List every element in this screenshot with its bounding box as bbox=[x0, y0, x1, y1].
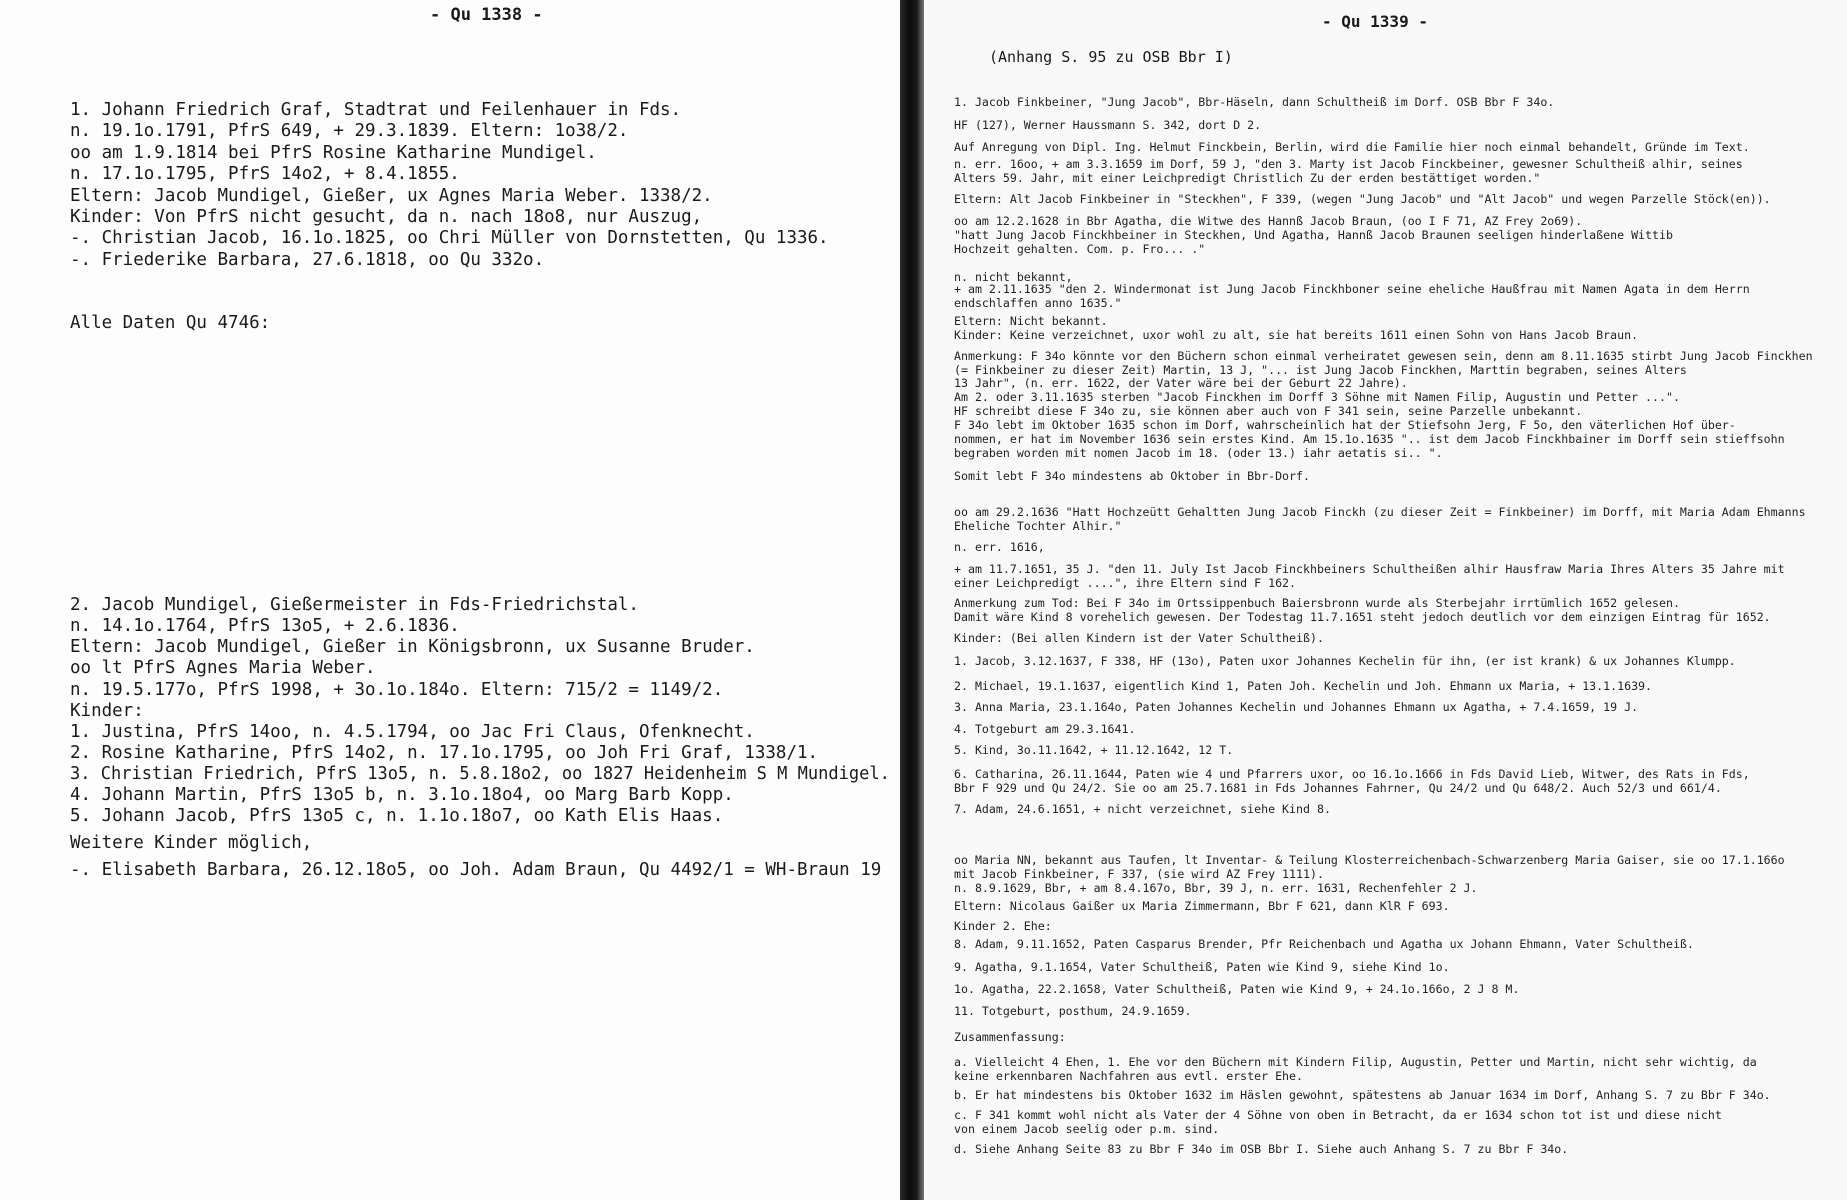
left-text-line: n. 19.5.177o, PfrS 1998, + 3o.1o.184o. Eltern: 715/2 = 1149/2. bbox=[70, 680, 724, 700]
right-page bbox=[924, 0, 1847, 1200]
right-text-line: Somit lebt F 34o mindestens ab Oktober in Bbr-Dorf. bbox=[954, 469, 1310, 483]
right-text-line: + am 11.7.1651, 35 J. "den 11. July Ist Jacob Finckhbeiners Schultheißen alhir Hausfraw Maria Ihres Alters 35 Jahre mit bbox=[954, 562, 1785, 576]
left-text-line: -. Friederike Barbara, 27.6.1818, oo Qu 332o. bbox=[70, 250, 545, 270]
right-text-line: HF schreibt diese F 34o zu, sie können aber auch von F 341 sein, seine Parzelle unbekannt. bbox=[954, 404, 1583, 418]
right-text-line: 2. Michael, 19.1.1637, eigentlich Kind 1, Paten Joh. Kechelin und Joh. Ehmann ux Maria, + 13.1.1639. bbox=[954, 679, 1653, 693]
left-text-line: 2. Rosine Katharine, PfrS 14o2, n. 17.1o.1795, oo Joh Fri Graf, 1338/1. bbox=[70, 743, 819, 763]
right-page-subheader: (Anhang S. 95 zu OSB Bbr I) bbox=[989, 48, 1233, 66]
left-text-line: Weitere Kinder möglich, bbox=[70, 833, 313, 853]
left-text-line: Eltern: Jacob Mundigel, Gießer in Königsbronn, ux Susanne Bruder. bbox=[70, 637, 755, 657]
right-text-line: n. err. 1616, bbox=[954, 540, 1045, 554]
right-text-line: 1o. Agatha, 22.2.1658, Vater Schultheiß, Paten wie Kind 9, + 24.1o.166o, 2 J 8 M. bbox=[954, 982, 1520, 996]
right-text-line: b. Er hat mindestens bis Oktober 1632 im Häslen gewohnt, spätestens ab Januar 1634 im Dorf, Anhang S. 7 zu Bbr F 34o. bbox=[954, 1088, 1771, 1102]
right-text-line: oo Maria NN, bekannt aus Taufen, lt Inventar- & Teilung Klosterreichenbach-Schwarzenberg Maria Gaiser, sie oo 17.1.166o bbox=[954, 853, 1785, 867]
left-text-line: 4. Johann Martin, PfrS 13o5 b, n. 3.1o.18o4, oo Marg Barb Kopp. bbox=[70, 785, 734, 805]
right-text-line: Eheliche Tochter Alhir." bbox=[954, 519, 1122, 533]
left-text-line: Eltern: Jacob Mundigel, Gießer, ux Agnes Maria Weber. 1338/2. bbox=[70, 186, 713, 206]
right-text-line: oo am 29.2.1636 "Hatt Hochzeütt Gehaltten Jung Jacob Finckh (zu dieser Zeit = Finkbeiner) im Dorff, mit Maria Adam Ehmanns bbox=[954, 505, 1806, 519]
right-text-line: 1. Jacob, 3.12.1637, F 338, HF (13o), Paten uxor Johannes Kechelin für ihn, (er ist krank) & ux Johannes Klumpp. bbox=[954, 654, 1736, 668]
right-text-line: oo am 12.2.1628 in Bbr Agatha, die Witwe des Hannß Jacob Braun, (oo I F 71, AZ Frey 2o69). bbox=[954, 214, 1583, 228]
left-text-line: 2. Jacob Mundigel, Gießermeister in Fds-Friedrichstal. bbox=[70, 595, 639, 615]
right-text-line: einer Leichpredigt ....", ihre Eltern sind F 162. bbox=[954, 576, 1297, 590]
right-text-line: von einem Jacob seelig oder p.m. sind. bbox=[954, 1122, 1220, 1136]
left-text-line: n. 19.1o.1791, PfrS 649, + 29.3.1839. Eltern: 1o38/2. bbox=[70, 121, 629, 141]
left-text-line: -. Christian Jacob, 16.1o.1825, oo Chri Müller von Dornstetten, Qu 1336. bbox=[70, 228, 829, 248]
right-text-line: Eltern: Nicht bekannt. bbox=[954, 314, 1108, 328]
right-text-line: c. F 341 kommt wohl nicht als Vater der 4 Söhne von oben in Betracht, da er 1634 schon tot ist und diese nicht bbox=[954, 1108, 1722, 1122]
left-text-line: 1. Justina, PfrS 14oo, n. 4.5.1794, oo Jac Fri Claus, Ofenknecht. bbox=[70, 722, 755, 742]
right-text-line: Auf Anregung von Dipl. Ing. Helmut Finckbein, Berlin, wird die Familie hier noch einmal behandelt, Gründe im Text. bbox=[954, 140, 1750, 154]
left-page bbox=[0, 0, 900, 1200]
right-text-line: 13 Jahr", (n. err. 1622, der Vater wäre bei der Geburt 22 Jahre). bbox=[954, 376, 1408, 390]
right-text-line: "hatt Jung Jacob Finckhbeiner in Steckhen, Und Agatha, Hannß Jacob Braunen seeligen hinderlaßene Wittib bbox=[954, 228, 1673, 242]
left-text-line: Kinder: Von PfrS nicht gesucht, da n. nach 18o8, nur Auszug, bbox=[70, 207, 703, 227]
left-text-line: -. Elisabeth Barbara, 26.12.18o5, oo Joh. Adam Braun, Qu 4492/1 = WH-Braun 19 bbox=[70, 860, 882, 880]
right-text-line: F 34o lebt im Oktober 1635 schon im Dorf, wahrscheinlich hat der Stiefsohn Jerg, F 5o, den väterlichen Hof über- bbox=[954, 418, 1736, 432]
right-text-line: Alters 59. Jahr, mit einer Leichpredigt Christlich Zu der erden bestättiget worden." bbox=[954, 171, 1541, 185]
right-text-line: 6. Catharina, 26.11.1644, Paten wie 4 und Pfarrers uxor, oo 16.1o.1666 in Fds David Lieb, Witwer, des Rats in Fds, bbox=[954, 767, 1750, 781]
left-text-line: oo am 1.9.1814 bei PfrS Rosine Katharine Mundigel. bbox=[70, 143, 597, 163]
right-page-header: - Qu 1339 - bbox=[1322, 12, 1428, 31]
right-text-line: n. err. 16oo, + am 3.3.1659 im Dorf, 59 J, "den 3. Marty ist Jacob Finckbeiner, gewesner Schultheiß alhir, seines bbox=[954, 157, 1743, 171]
left-page-header: - Qu 1338 - bbox=[430, 5, 543, 25]
right-text-line: HF (127), Werner Haussmann S. 342, dort D 2. bbox=[954, 118, 1262, 132]
right-text-line: Anmerkung: F 34o könnte vor den Büchern schon einmal verheiratet gewesen sein, denn am 8.11.1635 stirbt Jung Jacob Finckhen bbox=[954, 349, 1813, 363]
right-text-line: keine erkennbaren Nachfahren aus evtl. erster Ehe. bbox=[954, 1069, 1304, 1083]
right-text-line: 3. Anna Maria, 23.1.164o, Paten Johannes Kechelin und Johannes Ehmann ux Agatha, + 7.4.1659, 19 J. bbox=[954, 700, 1639, 714]
right-text-line: Eltern: Alt Jacob Finkbeiner in "Steckhen", F 339, (wegen "Jung Jacob" und "Alt Jacob" und wegen Parzelle Stöck(en)). bbox=[954, 192, 1771, 206]
left-text-line: n. 14.1o.1764, PfrS 13o5, + 2.6.1836. bbox=[70, 616, 460, 636]
right-text-line: Kinder: Keine verzeichnet, uxor wohl zu alt, sie hat bereits 1611 einen Sohn von Hans Jacob Braun. bbox=[954, 328, 1639, 342]
right-text-line: endschlaffen anno 1635." bbox=[954, 296, 1122, 310]
right-text-line: n. nicht bekannt, bbox=[954, 270, 1073, 284]
right-text-line: begraben worden mit nomen Jacob im 18. (oder 13.) iahr aetatis si.. ". bbox=[954, 446, 1443, 460]
right-text-line: Kinder: (Bei allen Kindern ist der Vater Schultheiß). bbox=[954, 631, 1324, 645]
right-text-line: 5. Kind, 3o.11.1642, + 11.12.1642, 12 T. bbox=[954, 743, 1234, 757]
right-text-line: 9. Agatha, 9.1.1654, Vater Schultheiß, Paten wie Kind 9, siehe Kind 1o. bbox=[954, 960, 1450, 974]
book-spine bbox=[900, 0, 924, 1200]
left-text-line: 1. Johann Friedrich Graf, Stadtrat und Feilenhauer in Fds. bbox=[70, 100, 682, 120]
left-text-line: Alle Daten Qu 4746: bbox=[70, 313, 271, 333]
right-text-line: a. Vielleicht 4 Ehen, 1. Ehe vor den Büchern mit Kindern Filip, Augustin, Petter und Martin, nicht sehr wichtig, da bbox=[954, 1055, 1757, 1069]
right-text-line: (= Finkbeiner zu dieser Zeit) Martin, 13 J, "... ist Jung Jacob Finckhen, Marttin begraben, seines Alters bbox=[954, 363, 1687, 377]
right-text-line: 11. Totgeburt, posthum, 24.9.1659. bbox=[954, 1004, 1192, 1018]
right-text-line: Kinder 2. Ehe: bbox=[954, 919, 1052, 933]
right-text-line: n. 8.9.1629, Bbr, + am 8.4.167o, Bbr, 39 J, n. err. 1631, Rechenfehler 2 J. bbox=[954, 881, 1478, 895]
left-text-line: Kinder: bbox=[70, 701, 144, 721]
right-text-line: + am 2.11.1635 "den 2. Windermonat ist Jung Jacob Finckhboner seine eheliche Haußfrau mit Namen Agata in dem Herrn bbox=[954, 282, 1750, 296]
right-text-line: 8. Adam, 9.11.1652, Paten Casparus Brender, Pfr Reichenbach und Agatha ux Johann Ehmann, Vater Schultheiß. bbox=[954, 937, 1694, 951]
left-text-line: 5. Johann Jacob, PfrS 13o5 c, n. 1.1o.18o7, oo Kath Elis Haas. bbox=[70, 806, 724, 826]
right-text-line: Bbr F 929 und Qu 24/2. Sie oo am 25.7.1681 in Fds Johannes Fahrner, Qu 24/2 und Qu 648/2. Auch 52/3 und 661/4. bbox=[954, 781, 1722, 795]
right-text-line: Eltern: Nicolaus Gaißer ux Maria Zimmermann, Bbr F 621, dann KlR F 693. bbox=[954, 899, 1450, 913]
left-text-line: n. 17.1o.1795, PfrS 14o2, + 8.4.1855. bbox=[70, 164, 460, 184]
right-text-line: nommen, er hat im November 1636 sein erstes Kind. Am 15.1o.1635 ".. ist dem Jacob Finckhbainer im Dorff sein stieffsohn bbox=[954, 432, 1785, 446]
right-text-line: 4. Totgeburt am 29.3.1641. bbox=[954, 722, 1136, 736]
right-text-line: Hochzeit gehalten. Com. p. Fro... ." bbox=[954, 242, 1206, 256]
right-text-line: d. Siehe Anhang Seite 83 zu Bbr F 34o im OSB Bbr I. Siehe auch Anhang S. 7 zu Bbr F 34o. bbox=[954, 1142, 1569, 1156]
right-text-line: Damit wäre Kind 8 vorehelich gewesen. Der Todestag 11.7.1651 steht jedoch deutlich vor dem einzigen Eintrag für 1652. bbox=[954, 610, 1771, 624]
right-text-line: Am 2. oder 3.11.1635 sterben "Jacob Finckhen im Dorff 3 Söhne mit Namen Filip, Augustin und Petter ...". bbox=[954, 390, 1680, 404]
right-text-line: 7. Adam, 24.6.1651, + nicht verzeichnet, siehe Kind 8. bbox=[954, 802, 1331, 816]
right-text-line: Anmerkung zum Tod: Bei F 34o im Ortssippenbuch Baiersbronn wurde als Sterbejahr irrtümlich 1652 gelesen. bbox=[954, 596, 1680, 610]
right-text-line: Zusammenfassung: bbox=[954, 1030, 1066, 1044]
right-text-line: 1. Jacob Finkbeiner, "Jung Jacob", Bbr-Häseln, dann Schultheiß im Dorf. OSB Bbr F 34o. bbox=[954, 95, 1555, 109]
right-text-line: mit Jacob Finkbeiner, F 337, (sie wird AZ Frey 1111). bbox=[954, 867, 1324, 881]
left-text-line: oo lt PfrS Agnes Maria Weber. bbox=[70, 658, 376, 678]
left-text-line: 3. Christian Friedrich, PfrS 13o5, n. 5.8.18o2, oo 1827 Heidenheim S M Mundigel. bbox=[70, 764, 890, 784]
